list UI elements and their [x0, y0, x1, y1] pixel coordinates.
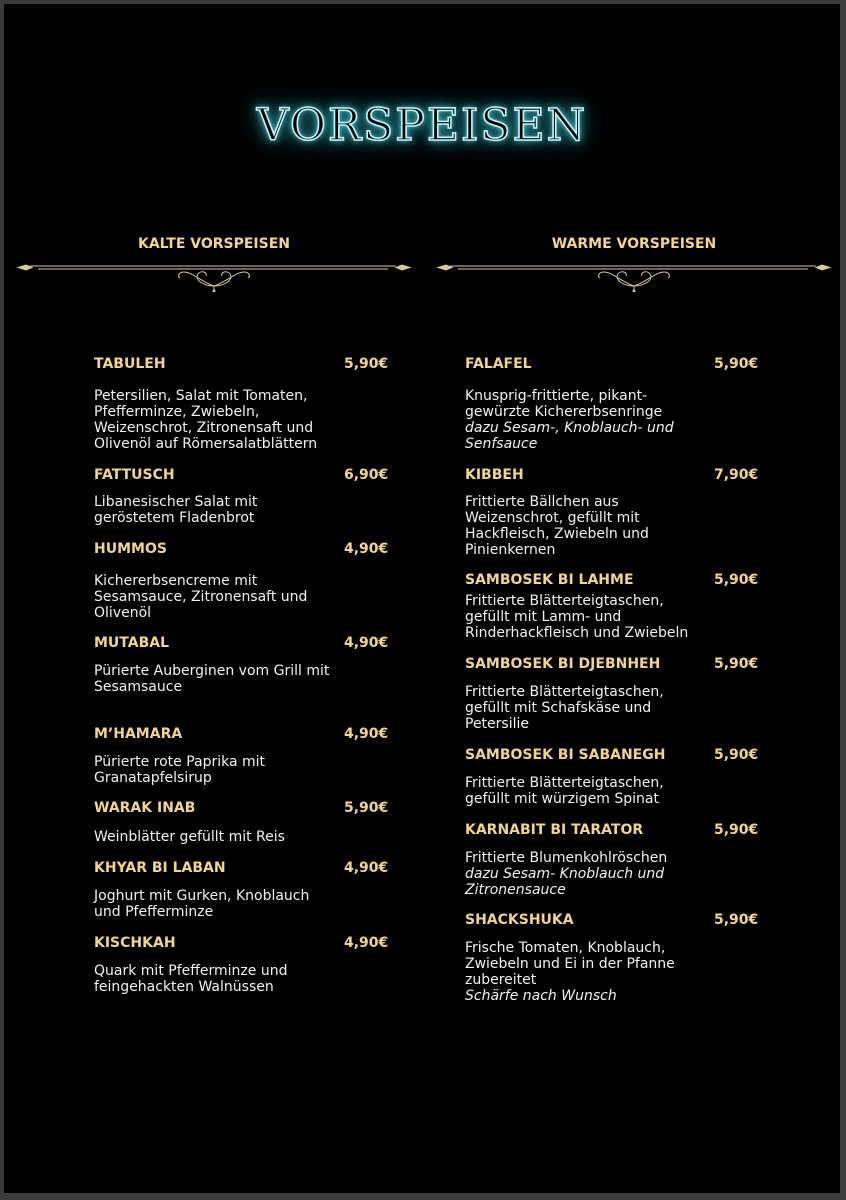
description-note: dazu Sesam- Knoblauch und [465, 866, 665, 882]
item-description [94, 388, 354, 452]
ornament-divider-icon [436, 262, 832, 292]
description-line: Sesamsauce, Zitronensaft und [94, 589, 308, 605]
item-price: 4,90€ [344, 726, 389, 742]
description-line: Weizenschrot, gefüllt mit [465, 510, 640, 526]
description-line: Quark mit Pfefferminze und [94, 963, 288, 979]
description-line: feingehackten Walnüssen [94, 979, 274, 995]
description-line: Frische Tomaten, Knoblauch, [465, 940, 666, 956]
description-line: Frittierte Blätterteigtaschen, [465, 593, 664, 609]
item-description [465, 850, 725, 898]
item-price: 4,90€ [344, 935, 389, 951]
description-line: Weinblätter gefüllt mit Reis [94, 829, 285, 845]
description-note: Schärfe nach Wunsch [465, 988, 617, 1004]
description-line: Petersilien, Salat mit Tomaten, [94, 388, 308, 404]
column-warm-starters [436, 236, 832, 1004]
item-name: SHACKSHUKA [465, 912, 574, 928]
description-line: Frittierte Blumenkohlröschen [465, 850, 668, 866]
description-line: Hackfleisch, Zwiebeln und [465, 526, 649, 542]
item-description [465, 494, 725, 558]
description-line: Granatapfelsirup [94, 770, 212, 786]
description-line: Libanesischer Salat mit [94, 494, 258, 510]
description-line: Kichererbsencreme mit [94, 573, 258, 589]
item-name: SAMBOSEK BI DJEBNHEH [465, 656, 661, 672]
page-title: VORSPEISEN [256, 100, 588, 151]
item-price: 6,90€ [344, 467, 389, 483]
item-description [94, 754, 354, 786]
description-note: Senfsauce [465, 436, 538, 452]
item-description [465, 684, 725, 732]
item-name: TABULEH [94, 356, 166, 372]
description-line: Frittierte Blätterteigtaschen, [465, 775, 664, 791]
item-name: KHYAR BI LABAN [94, 860, 226, 876]
item-price: 4,90€ [344, 860, 389, 876]
description-line: Pürierte Auberginen vom Grill mit [94, 663, 330, 679]
description-line: Weizenschrot, Zitronensaft und [94, 420, 314, 436]
section-heading-cold: KALTE VORSPEISEN [137, 236, 291, 252]
item-name: FATTUSCH [94, 467, 175, 483]
item-name: KISCHKAH [94, 935, 176, 951]
description-line: Petersilie [465, 716, 529, 732]
description-line: gefüllt mit Lamm- und [465, 609, 622, 625]
item-name: WARAK INAB [94, 800, 196, 816]
description-line: Joghurt mit Gurken, Knoblauch [94, 888, 310, 904]
description-line: gewürzte Kichererbsenringe [465, 404, 663, 420]
item-description [94, 888, 354, 920]
description-line: geröstetem Fladenbrot [94, 510, 255, 526]
section-heading-warm: WARME VORSPEISEN [551, 236, 717, 252]
item-price: 5,90€ [344, 800, 389, 816]
item-description [94, 963, 354, 995]
item-description [465, 940, 725, 1004]
description-line: gefüllt mit würzigem Spinat [465, 791, 659, 807]
item-description [465, 388, 725, 452]
item-name: KARNABIT BI TARATOR [465, 822, 644, 838]
description-line: Zwiebeln und Ei in der Pfanne [465, 956, 675, 972]
item-price: 5,90€ [714, 572, 759, 588]
description-line: Pfefferminze, Zwiebeln, [94, 404, 260, 420]
description-note: dazu Sesam-, Knoblauch- und [465, 420, 674, 436]
item-description [94, 663, 354, 695]
description-line: Frittierte Bällchen aus [465, 494, 619, 510]
item-description [465, 593, 725, 641]
item-price: 7,90€ [714, 467, 759, 483]
item-name: KIBBEH [465, 467, 524, 483]
description-line: Pinienkernen [465, 542, 556, 558]
item-name: FALAFEL [465, 356, 532, 372]
item-price: 5,90€ [714, 822, 759, 838]
description-line: Sesamsauce [94, 679, 183, 695]
item-description [94, 573, 354, 621]
item-price: 5,90€ [714, 747, 759, 763]
description-line: gefüllt mit Schafskäse und [465, 700, 652, 716]
item-name: MUTABAL [94, 635, 170, 651]
item-price: 4,90€ [344, 541, 389, 557]
description-line: Olivenöl [94, 605, 152, 621]
description-line: Frittierte Blätterteigtaschen, [465, 684, 664, 700]
item-name: SAMBOSEK BI LAHME [465, 572, 634, 588]
item-description [94, 829, 354, 845]
item-price: 5,90€ [344, 356, 389, 372]
item-name: SAMBOSEK BI SABANEGH [465, 747, 666, 763]
item-price: 5,90€ [714, 656, 759, 672]
ornament-divider-icon [16, 262, 412, 292]
description-line: Olivenöl auf Römersalatblättern [94, 436, 318, 452]
description-line: zubereitet [465, 972, 537, 988]
item-name: HUMMOS [94, 541, 167, 557]
item-description [465, 775, 725, 807]
description-line: Rinderhackfleisch und Zwiebeln [465, 625, 689, 641]
description-note: Zitronensauce [465, 882, 566, 898]
item-name: M’HAMARA [94, 726, 183, 742]
item-price: 5,90€ [714, 912, 759, 928]
item-price: 4,90€ [344, 635, 389, 651]
description-line: und Pfefferminze [94, 904, 214, 920]
item-description [94, 494, 354, 526]
description-line: Knusprig-frittierte, pikant- [465, 388, 648, 404]
column-cold-starters [16, 236, 412, 995]
menu-page [4, 4, 840, 1193]
description-line: Pürierte rote Paprika mit [94, 754, 266, 770]
item-price: 5,90€ [714, 356, 759, 372]
